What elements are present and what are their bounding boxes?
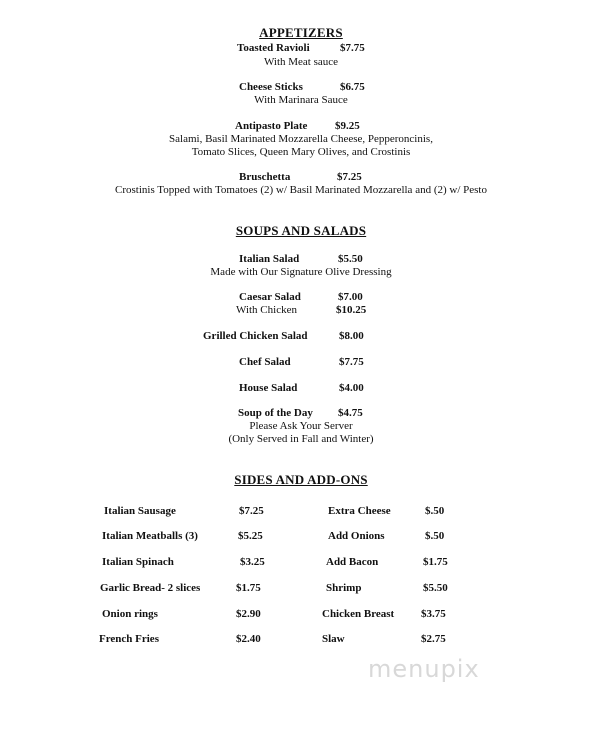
item-name: Cheese Sticks [239, 81, 303, 93]
side-price: $1.75 [236, 582, 261, 594]
item-price: $7.75 [340, 42, 365, 54]
item-description: Made with Our Signature Olive Dressing [210, 266, 392, 278]
item-description: Tomato Slices, Queen Mary Olives, and Crostinis [191, 146, 411, 158]
side-name: Garlic Bread- 2 slices [100, 582, 201, 594]
item-price: $8.00 [339, 330, 364, 342]
addon-name: Slaw [322, 633, 345, 645]
item-description: With Marinara Sauce [254, 94, 348, 106]
item-name: Italian Salad [239, 253, 300, 265]
side-name: Onion rings [102, 608, 158, 620]
side-name: Italian Spinach [102, 556, 174, 568]
item-price: $4.75 [338, 407, 363, 419]
item-name: Chef Salad [239, 356, 291, 368]
item-description: Salami, Basil Marinated Mozzarella Cheese, Pepperoncinis, [169, 133, 433, 145]
item-option-name: With Chicken [236, 304, 297, 316]
item-name: Soup of the Day [238, 407, 313, 419]
item-name: Antipasto Plate [235, 120, 308, 132]
item-name: Toasted Ravioli [237, 42, 310, 54]
item-price: $6.75 [340, 81, 365, 93]
item-price: $5.50 [338, 253, 363, 265]
item-name: Grilled Chicken Salad [203, 330, 308, 342]
section-title-appetizers: APPETIZERS [259, 25, 343, 40]
addon-price: $.50 [425, 530, 445, 542]
section-title-soups-salads: SOUPS AND SALADS [235, 223, 367, 238]
item-price: $7.75 [339, 356, 364, 368]
item-price: $9.25 [335, 120, 360, 132]
item-price: $4.00 [339, 382, 364, 394]
item-price: $7.00 [338, 291, 363, 303]
addon-price: $2.75 [421, 633, 446, 645]
item-description: Please Ask Your Server [249, 420, 353, 432]
side-name: French Fries [99, 633, 159, 645]
addon-name: Add Onions [328, 530, 385, 542]
item-name: Bruschetta [239, 171, 291, 183]
menupix-watermark: menupix [368, 655, 480, 683]
side-name: Italian Meatballs (3) [102, 530, 198, 542]
addon-price: $.50 [425, 505, 445, 517]
addon-name: Extra Cheese [328, 505, 391, 517]
addon-name: Shrimp [326, 582, 362, 594]
addon-name: Add Bacon [326, 556, 379, 568]
side-price: $7.25 [239, 505, 264, 517]
side-price: $5.25 [238, 530, 263, 542]
side-price: $2.40 [236, 633, 261, 645]
item-name: Caesar Salad [239, 291, 301, 303]
item-description: Crostinis Topped with Tomatoes (2) w/ Basil Marinated Mozzarella and (2) w/ Pesto [115, 184, 487, 196]
side-name: Italian Sausage [104, 505, 176, 517]
side-price: $2.90 [236, 608, 261, 620]
item-price: $7.25 [337, 171, 362, 183]
addon-name: Chicken Breast [322, 608, 395, 620]
item-name: House Salad [239, 382, 298, 394]
item-option-price: $10.25 [336, 304, 367, 316]
addon-price: $3.75 [421, 608, 446, 620]
side-price: $3.25 [240, 556, 265, 568]
addon-price: $5.50 [423, 582, 448, 594]
addon-price: $1.75 [423, 556, 448, 568]
section-title-sides: SIDES AND ADD-ONS [234, 472, 368, 487]
item-description: (Only Served in Fall and Winter) [228, 433, 374, 445]
item-description: With Meat sauce [263, 56, 339, 68]
